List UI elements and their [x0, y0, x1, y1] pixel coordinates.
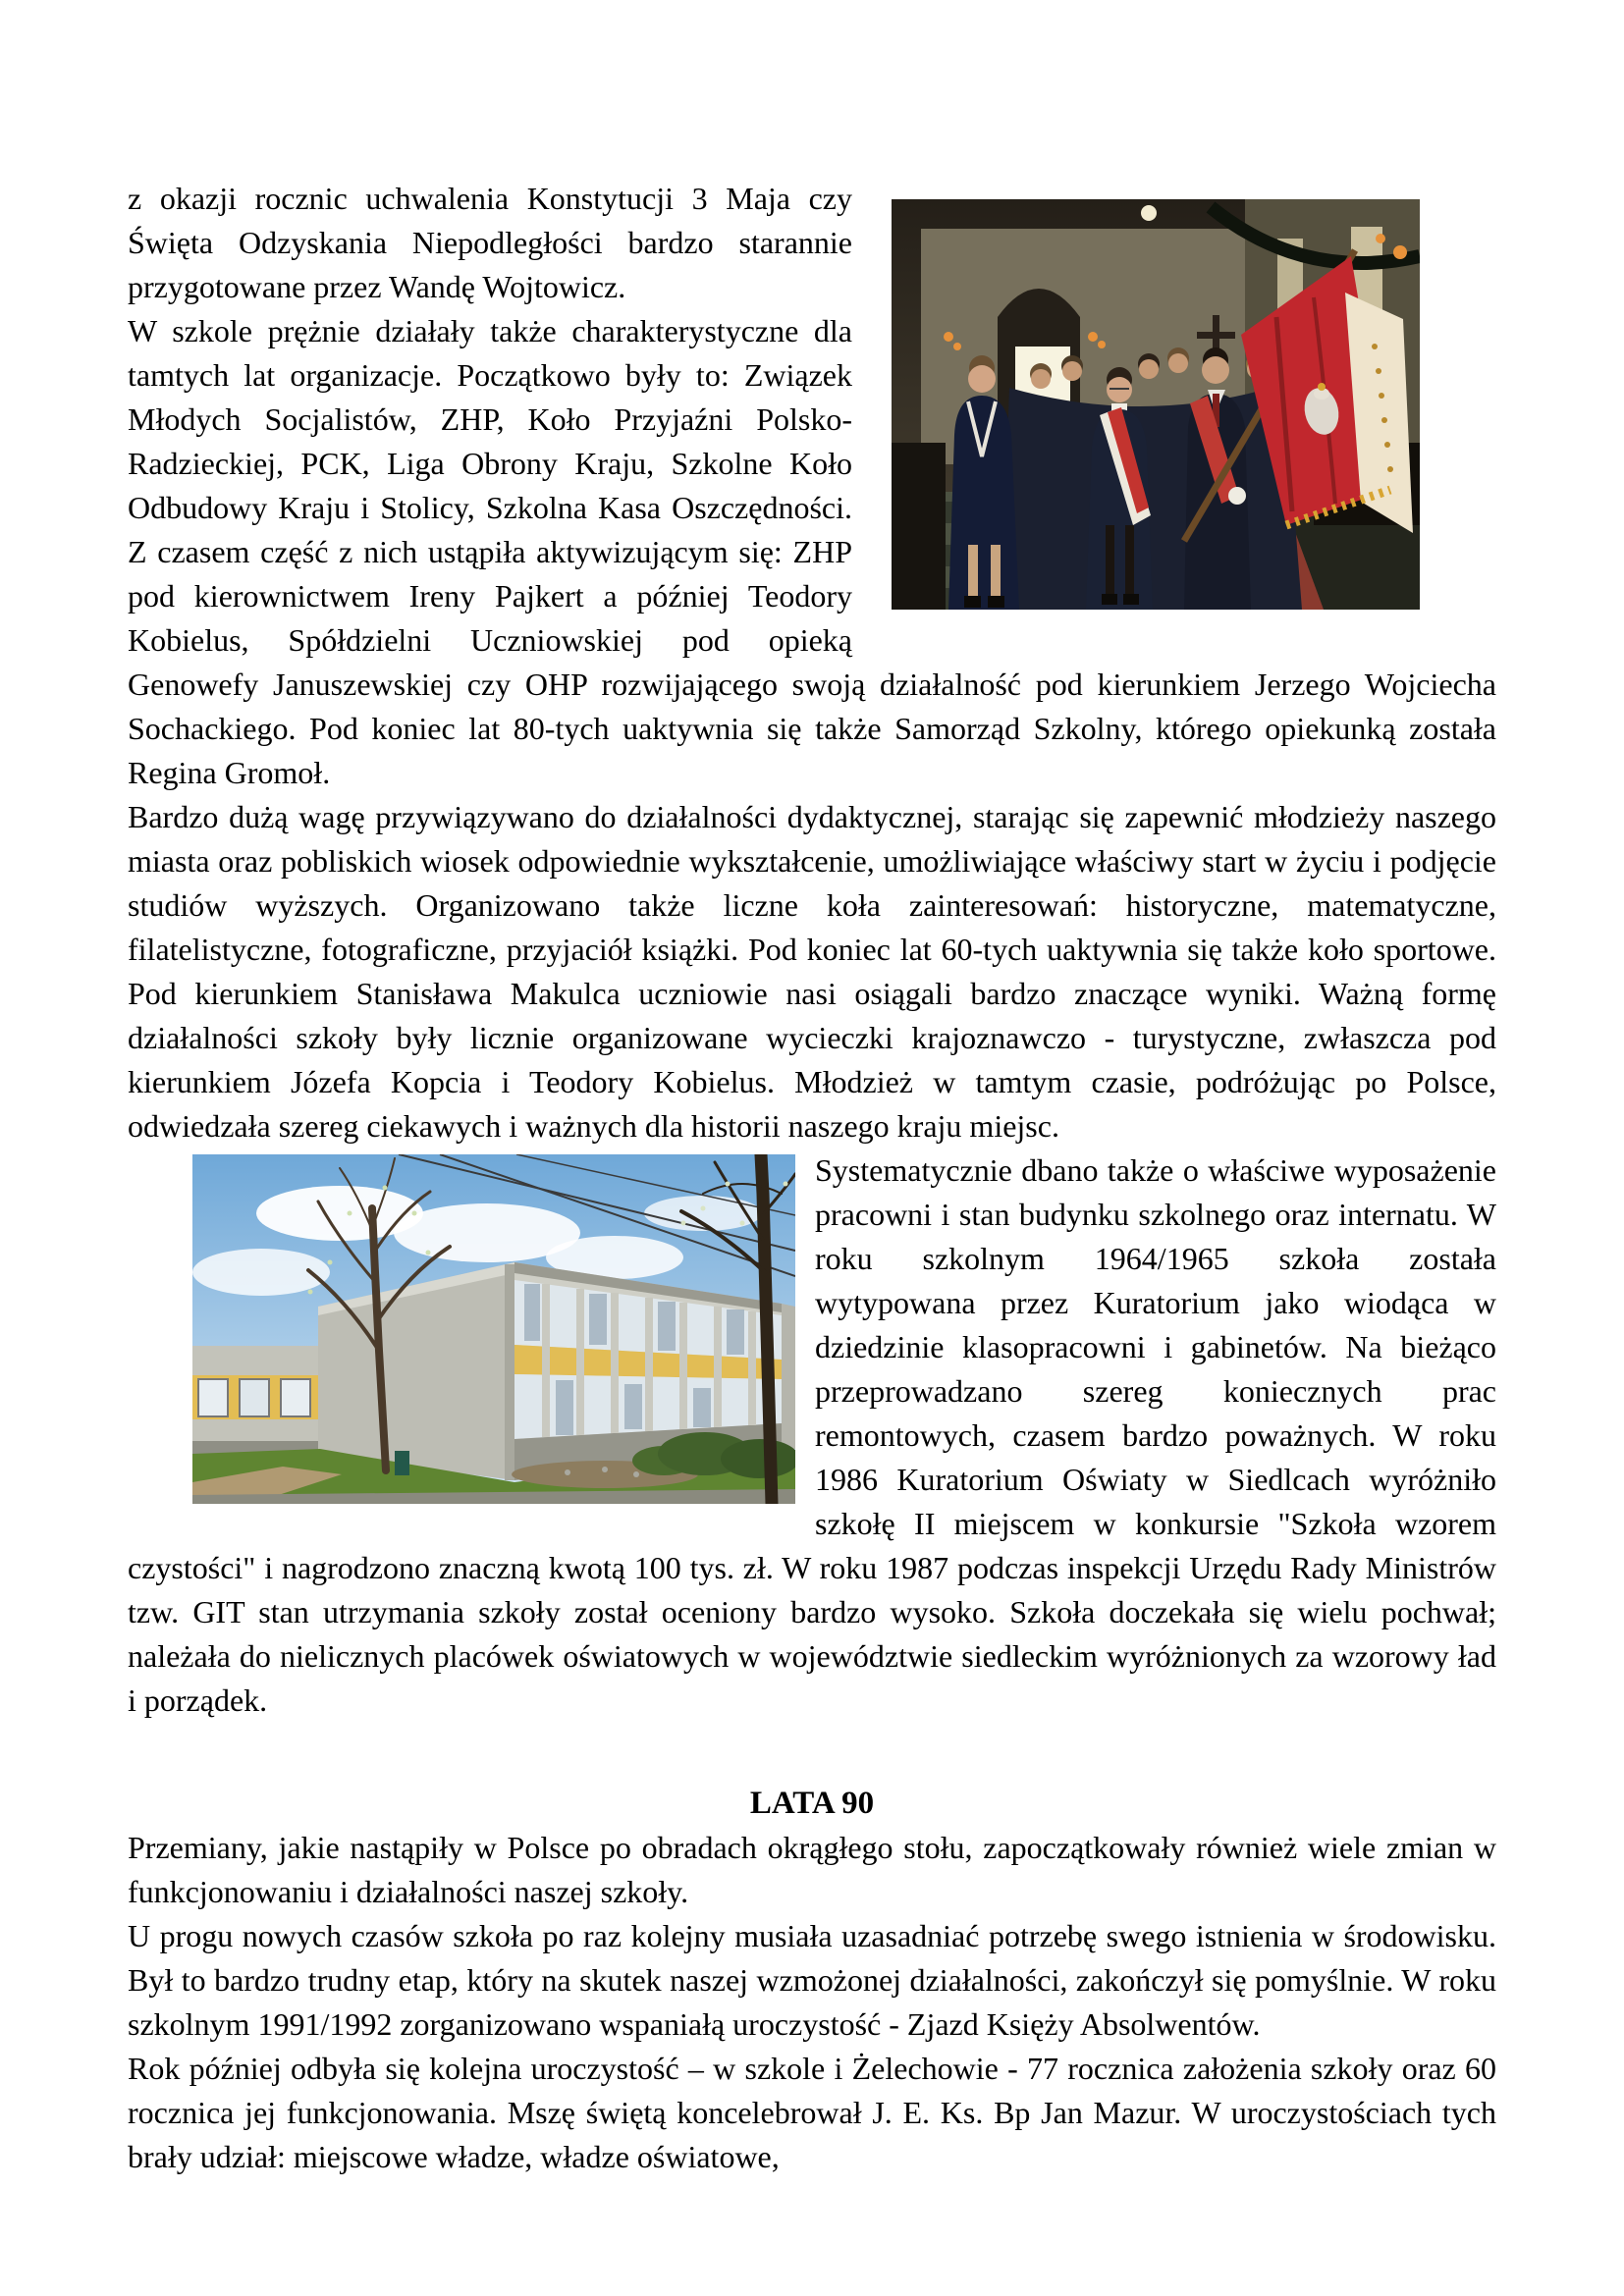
document-content — [128, 0, 1496, 2179]
church-procession-illustration — [892, 199, 1420, 610]
paragraph-didactics: Bardzo dużą wagę przywiązywano do działalności dydaktycznej, starając się zapewnić młodzieży naszego miasta oraz pobliskich wiosek odpowiednie wykształcenie, umożliwiające właściwy start w życiu i podjęcie studiów wyższych. Organizowano także liczne koła zainteresowań: historyczne, matematyczne, filatelistyczne, fotograficzne, przyjaciół książki. Pod koniec lat 60-tych uaktywnia się także koło sportowe. Pod kierunkiem Stanisława Makulca uczniowie nasi osiągali bardzo znaczące wyniki. Ważną formę działalności szkoły były licznie organizowane wycieczki krajoznawczo - turystyczne, zwłaszcza pod kierunkiem Józefa Kopcia i Teodory Kobielus. Młodzież w tamtym czasie, podróżując po Polsce, odwiedzała szereg ciekawych i ważnych dla historii naszego kraju miejsc. — [128, 799, 1496, 1144]
school-building-photo — [192, 1154, 795, 1504]
church-furniture-left — [892, 443, 946, 610]
white-glove — [1228, 487, 1246, 505]
section-heading-lata-90: LATA 90 — [749, 1786, 875, 1821]
paragraph-organizations: W szkole prężnie działały także charakterystyczne dla tamtych lat organizacje. Początkowo były to: Związek Młodych Socjalistów, ZHP, Koło Przyjaźni Polsko- Radzieckiej, PCK, Liga Obrony Kraju, Szkolne Koło Odbudowy Kraju i Stolicy, Szkolna Kasa Oszczędności. Z czasem część z nich ustąpiła aktywizującym się: ZHP pod kierownictwem Ireny Pajkert a później Teodory Kobielus, Spółdzielni Uczniowskiej pod opieką Genowefy Januszewskiej czy OHP rozwijającego swoją działalność pod kierunkiem Jerzego Wojciecha Sochackiego. Pod koniec lat 80-tych uaktywnia się także Samorząd Szkolny, którego opiekunką została Regina Gromoł. — [128, 313, 1496, 790]
paragraph-transformation: Przemiany, jakie nastąpiły w Polsce po obradach okrągłego stołu, zapoczątkowały również wiele zmian w funkcjonowaniu i działalności naszej szkoły. — [128, 1830, 1496, 1909]
paragraph-celebrations: z okazji rocznic uchwalenia Konstytucji 3 Maja czy Święta Odzyskania Niepodległości bardzo starannie przygotowane przez Wandę Wojtowicz. — [128, 181, 852, 304]
church-procession-photo — [892, 199, 1420, 610]
school-left-wing — [192, 1346, 320, 1455]
facade-pilasters — [546, 1284, 752, 1437]
paragraph-facilities: Systematycznie dbano także o właściwe wyposażenie pracowni i stan budynku szkolnego oraz internatu. W roku szkolnym 1964/1965 szkoła została wytypowana przez Kuratorium jako wiodąca w dziedzinie klasopracowni i gabinetów. Na bieżąco przeprowadzano szereg koniecznych prac remontowych, czasem bardzo poważnych. W roku 1986 Kuratorium Oświaty w Siedlcach wyróżniło szkołę II miejscem w konkursie "Szkoła wzorem czystości" i nagrodzono znaczną kwotą 100 tys. zł. W roku 1987 podczas inspekcji Urzędu Rady Ministrów tzw. GIT stan utrzymania szkoły został oceniony bardzo wysoko. Szkoła doczekała się wielu pochwał; należała do nielicznych placówek oświatowych w województwie siedleckim wyróżnionych za wzorowy ład i porządek. — [128, 1152, 1496, 1718]
paragraph-anniversary: Rok później odbyła się kolejna uroczystość – w szkole i Żelechowie - 77 rocznica założenia szkoły oraz 60 rocznica jej funkcjonowania. Mszę świętą koncelebrował J. E. Ks. Bp Jan Mazur. W uroczystościach tych brały udział: miejscowe władze, władze oświatowe, — [128, 2051, 1496, 2174]
trash-bin — [395, 1451, 409, 1475]
school-building-illustration — [192, 1154, 795, 1504]
paragraph-new-era: U progu nowych czasów szkoła po raz kolejny musiała uzasadniać potrzebę swego istnienia w środowisku. Był to bardzo trudny etap, który na skutek naszej wzmożonej działalności, zakończył się pomyślnie. W roku szkolnym 1991/1992 zorganizowano wspaniałą uroczystość - Zjazd Księży Absolwentów. — [128, 1918, 1496, 2042]
